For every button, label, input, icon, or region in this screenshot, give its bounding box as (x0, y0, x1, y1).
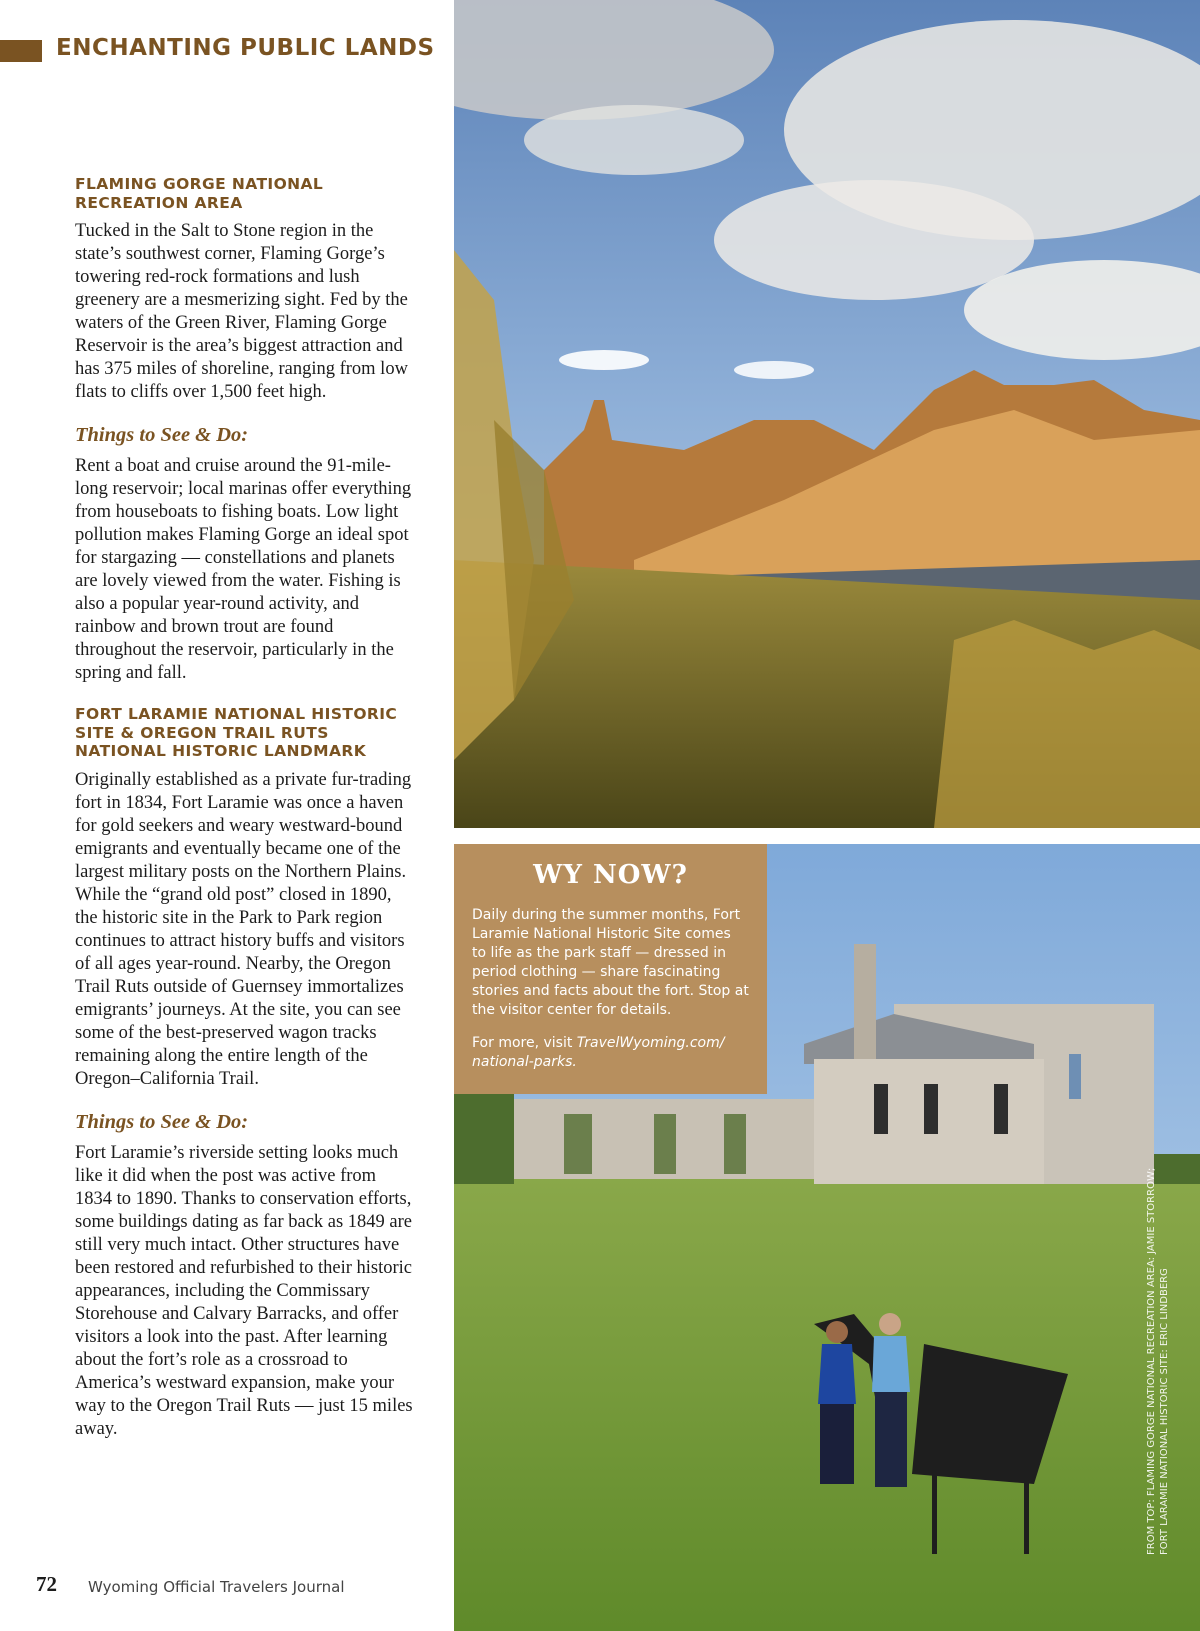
section-title: ENCHANTING PUBLIC LANDS (56, 35, 435, 61)
sidebar-more-prefix: For more, visit (472, 1035, 577, 1051)
things-to-do-text-fort-laramie: Fort Laramie’s riverside setting looks much like it did when the post was active from 1834 to 1890. Thanks to conservation efforts, some buildings dating as far back as 1849 are still very much intact. Other structures have been restored and refurbished to their historic appearances, including the Commissary Storehouse and Calvary Barracks, and offer visitors a look into the past. After learning about the fort’s role as a crossroad to America’s westward expansion, make your way to the Oregon Trail Ruts — just 15 miles away. (75, 1142, 413, 1439)
flaming-gorge-photo (454, 0, 1200, 828)
section-accent-bar (0, 40, 42, 62)
sidebar-title: WY NOW? (533, 860, 688, 890)
photo-credit-line2: FORT LARAMIE NATIONAL HISTORIC SITE: ERIC LINDBERG (1159, 1268, 1170, 1555)
publication-name: Wyoming Official Travelers Journal (88, 1578, 345, 1596)
article-column (75, 175, 415, 1441)
things-to-do-heading-flaming-gorge: Things to See & Do: (75, 424, 249, 446)
page-number: 72 (36, 1572, 57, 1596)
wy-now-sidebar (454, 844, 767, 1094)
photo-credit-line1: FROM TOP: FLAMING GORGE NATIONAL RECREATION AREA: JAMIE STORROW; (1146, 1167, 1157, 1555)
article-body-flaming-gorge: Tucked in the Salt to Stone region in the state’s southwest corner, Flaming Gorge’s towering red-rock formations and lush greenery are a mesmerizing sight. Fed by the waters of the Green River, Flaming Gorge Reservoir is the area’s biggest attraction and has 375 miles of shoreline, ranging from low flats to cliffs over 1,500 feet high. (75, 221, 408, 402)
things-to-do-heading-fort-laramie: Things to See & Do: (75, 1110, 249, 1133)
article-body-fort-laramie: Originally established as a private fur-trading fort in 1834, Fort Laramie was once a haven for gold seekers and weary westward-bound emigrants and eventually became one of the largest military posts on the Northern Plains. While the “grand old post” closed in 1890, the historic site in the Park to Park region continues to attract history buffs and visitors of all ages year-round. Nearby, the Oregon Trail Ruts outside of Guernsey immortalizes emigrants’ journeys. At the site, you can see some of the best-preserved wagon tracks remaining along the entire length of the Oregon–California Trail. (75, 769, 412, 1089)
things-to-do-text-flaming-gorge: Rent a boat and cruise around the 91-mile-long reservoir; local marinas offer everything from houseboats to fishing boats. Low light pollution makes Flaming Gorge an ideal spot for stargazing — constellations and planets are lovely viewed from the water. Fishing is also a popular year-round activity, and rainbow and brown trout are found throughout the reservoir, particularly in the spring and fall. (75, 456, 412, 683)
article-heading-flaming-gorge: FLAMING GORGE NATIONAL RECREATION AREA (75, 175, 324, 212)
photo-credit (1145, 1125, 1171, 1555)
sidebar-body: Daily during the summer months, Fort Laramie National Historic Site comes to life as the park staff — dressed in period clothing — share fascinating stories and facts about the fort. Stop at the visitor center for details. (472, 907, 749, 1018)
travelwyoming-link[interactable]: TravelWyoming.com/ national-parks. (472, 1035, 725, 1070)
article-heading-fort-laramie: FORT LARAMIE NATIONAL HISTORIC SITE & OREGON TRAIL RUTS NATIONAL HISTORIC LANDMARK (75, 705, 398, 760)
sidebar-more-info (472, 1034, 749, 1072)
